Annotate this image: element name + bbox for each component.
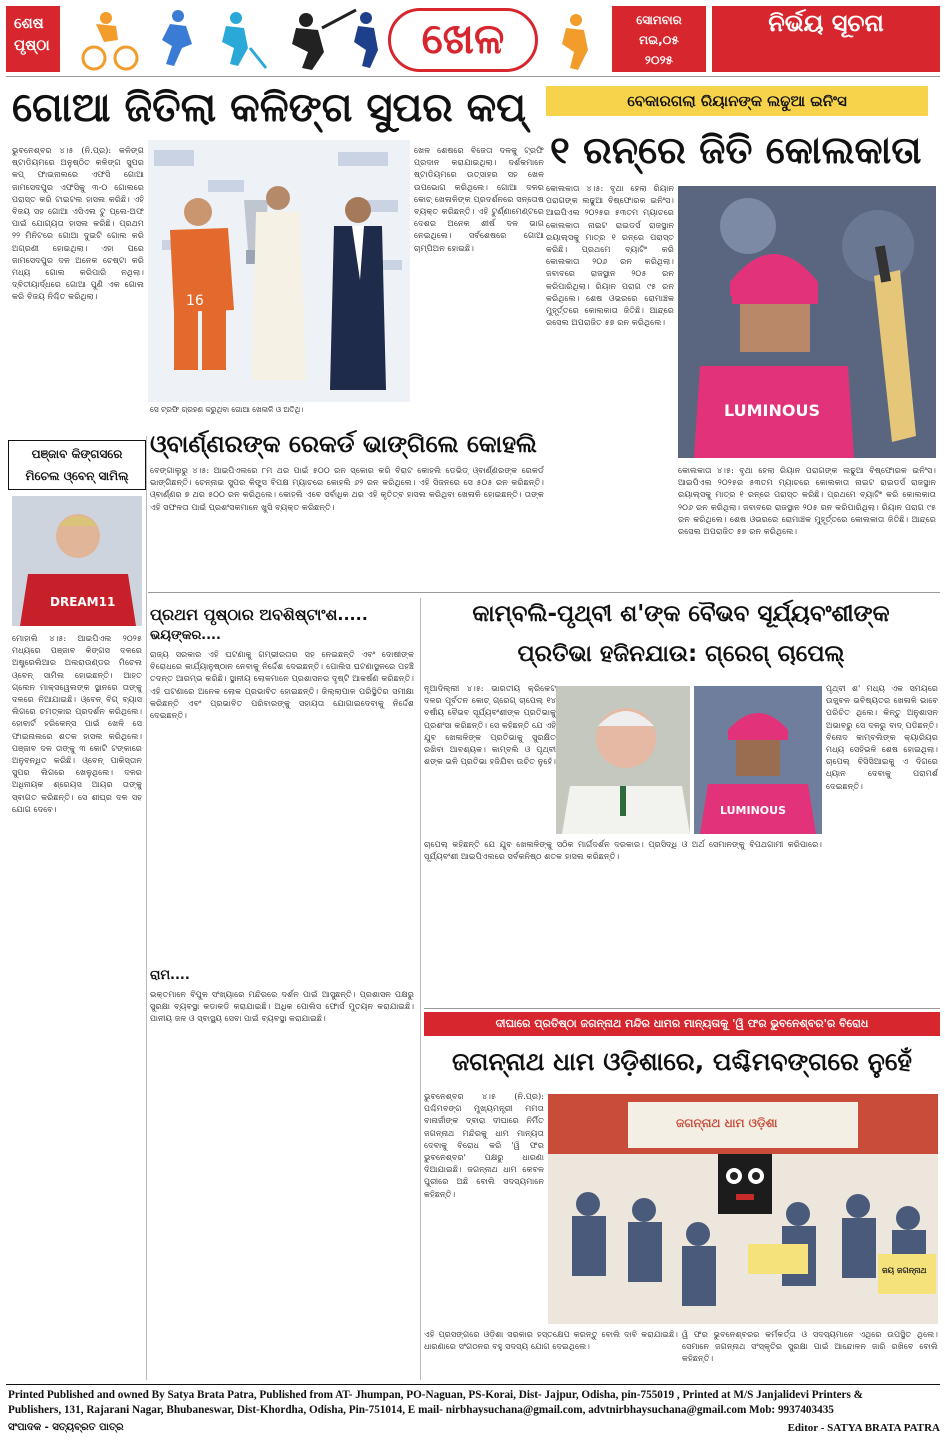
story4-player-photo: [12, 496, 142, 626]
footer-line2: Publishers, 131, Rajarani Nagar, Bhubaneswar, Dist-Khordha, Odisha, Pin-751014, E mail- nirbhaysuchana@gmail.com, advtnirbhaysuchana@gmail.com Mob: 9937403435: [8, 1404, 834, 1416]
story3-headline: ଓ୍ବାର୍ଣ୍ଣରଙ୍କ ରେକର୍ଡ ଭାଙ୍ଗିଲେ କୋହଲି: [150, 430, 537, 458]
story2-body-bottom: [678, 464, 936, 558]
story6-body3: ପୃଥ୍ବୀ ଶ' ମଧ୍ୟ ଏକ ସମୟରେ ଉଜ୍ଜ୍ବଳ ଭବିଷ୍ୟତର ଖେଳାଳି ଭାବେ ପରିଚିତ ଥିଲେ। କିନ୍ତୁ ଅନୁଶାସନ ଅଭାବରୁ ସେ ଦଳରୁ ବାଦ୍ ପଡିଛନ୍ତି। ବିନୋଦ କାମ୍ବଲିଙ୍କ କ୍ୟାରିୟର ମଧ୍ୟ ସେହିଭଳି ଶେଷ ହୋଇଥିଲା। ଚାପେଲ୍ ବିସିସିଆଇକୁ ଏ ଦିଗରେ ଧ୍ୟାନ ଦେବାକୁ ପରାମର୍ଶ ଦେଇଛନ୍ତି।: [826, 683, 938, 791]
story6-body2: ଚାପେଲ୍ କହିଛନ୍ତି ଯେ ଯୁବ ଖେଳାଳିଙ୍କୁ ସଠିକ ମାର୍ଗଦର୍ଶନ ଦରକାର। ପ୍ରସିଦ୍ଧି ଓ ଅର୍ଥ ସେମାନଙ୍କୁ ବିପଥଗାମୀ କରିପାରେ। ସୂର୍ଯ୍ୟବଂଶୀ ଆଇପିଏଲରେ ସର୍ବକନିଷ୍ଠ ଶତକ ହାସଲ କରିଛନ୍ତି।: [424, 839, 822, 862]
story5-headline: ପ୍ରଥମ ପୃଷ୍ଠାର ଅବଶିଷ୍ଟାଂଶ.....: [150, 605, 368, 624]
story7-banner1: ଜଗନ୍ନାଥ ଧାମ ଓଡ଼ିଶା: [676, 1116, 778, 1130]
divider-lower: [424, 1008, 940, 1009]
masthead-year: ୨୦୨୫: [644, 53, 674, 67]
divider-mid: [148, 592, 940, 593]
story1-body-col1: ଭୁବନେଶ୍ବର ୪।୫ (ନି.ପ୍ର): କଳିଙ୍ଗ ଷ୍ଟାଡିୟମରେ ଅନୁଷ୍ଠିତ କଳିଙ୍ଗ ସୁପର କପ୍ ଫାଇନାଲରେ ଏଫସି ଗୋଆ ଜାମସେଦପୁର ଏଫସିକୁ ୩-୦ ଗୋଲରେ ପରାସ୍ତ କରି ଟାଇଟଲ ହାସଲ କରିଛି। ଏହି ବିଜୟ ସହ ଗୋଆ ଏସିଏଲ ଟୁ ପ୍ଲେ-ଅଫ ପାଇଁ ଯୋଗ୍ୟତା ହାସଲ କରିଛି। ପ୍ରଥମ ୨୨ ମିନିଟରେ ଗୋଆ ଦୁଇଟି ଗୋଲ କରି ଅଗ୍ରଣୀ ହୋଇଥିଲା। ଏହା ପରେ ଜାମସେଦପୁର ଦଳ ଅନେକ ଚେଷ୍ଟା କରି ମଧ୍ୟ ଗୋଲ କରିପାରି ନଥିଲା। ଦ୍ବିତୀୟାର୍ଦ୍ଧରେ ଗୋଆ ପୁଣି ଏକ ଗୋଲ କରି ବିଜୟ ନିଶ୍ଚିତ କରିଥିଲା।: [12, 145, 144, 302]
story1-caption: ସେ ଟ୍ରଫି ଗ୍ରହଣ କରୁଥିବା ଗୋଆ ଖେଳାଳି ଓ ଅତିଥି।: [150, 405, 304, 414]
footer-editor-english: Editor - SATYA BRATA PATRA: [787, 1422, 940, 1434]
story1-headline: ଗୋଆ ଜିତିଲା କଳିଙ୍ଗ ସୁପର କପ୍: [12, 85, 527, 131]
story2-kicker: ବେକାରଗଲା ରିୟାନଙ୍କ ଲଢୁଆ ଇନିଂସ: [627, 92, 847, 110]
story7-body1: ଭୁବନେଶ୍ବର ୪।୫ (ନି.ପ୍ର): ପଶ୍ଚିମବଙ୍ଗ ମୁଖ୍ୟମନ୍ତ୍ରୀ ମମତା ବାନାର୍ଜୀଙ୍କ ଦ୍ବାରା ଦୀଘାରେ ନିର୍ମିତ ଜଗନ୍ନାଥ ମନ୍ଦିରକୁ ଧାମ ମାନ୍ୟତା ଦେବାକୁ ବିରୋଧ କରି 'ୱି ଫର ଭୁବନେଶ୍ବର' ପକ୍ଷରୁ ଧାରଣା ଦିଆଯାଇଛି। ଜଗନ୍ନାଥ ଧାମ କେବଳ ପୁରୀରେ ଅଛି ବୋଲି ସଦସ୍ୟମାନେ କହିଛନ୍ତି।: [424, 1091, 544, 1199]
svg-text:16: 16: [186, 293, 204, 309]
footer-rule: [6, 1384, 940, 1385]
story4-headline-box: [8, 440, 146, 490]
story1-body-col3: ଖେଳ ଶେଷରେ ବିଜେତା ଦଳକୁ ଟ୍ରଫି ପ୍ରଦାନ କରାଯାଇଥିଲା। ଦର୍ଶକମାନେ ଷ୍ଟାଡିୟମରେ ଉତ୍ସାହର ସହ ଖେଳ ଉପଭୋଗ କରିଥିଲେ। ଗୋଆ ଦଳର କୋଚ୍ ଖେଳାଳିଙ୍କ ପ୍ରଦର୍ଶନରେ ସନ୍ତୋଷ ବ୍ୟକ୍ତ କରିଛନ୍ତି। ଏହି ଟୁର୍ଣ୍ଣାମେଣ୍ଟରେ ଦେଶର ଅନେକ ଶୀର୍ଷ ଦଳ ଭାଗ ନେଇଥିଲେ। ସର୍ବଶେଷରେ ଗୋଆ ଚାମ୍ପିଅନ ହୋଇଛି।: [414, 145, 544, 253]
svg-text:DREAM11: DREAM11: [50, 595, 116, 609]
masthead-left-line2: ପୃଷ୍ଠା: [14, 36, 50, 54]
footer-line1: Printed Published and owned By Satya Brata Patra, Published from AT- Jhumpan, PO-Naguan, PS-Korai, Dist- Jajpur, Odisha, pin-755019 , Printed at M/S Janjalidevi Printers &: [8, 1389, 863, 1401]
story4-body: ମୋହାଲି ୪।୫: ଆଇପିଏଲ ୨୦୨୫ ମଧ୍ୟରେ ପଞ୍ଜାବ କିଙ୍ଗସ ଦଳରେ ଅଷ୍ଟ୍ରେଲିଆର ଅଲରାଉଣ୍ଡର ମିଚେଲ ଓ୍ବେନ୍ ସାମିଲ ହୋଇଛନ୍ତି। ଆହତ ଗ୍ଲେନ ମାକ୍ସୱେଲଙ୍କ ସ୍ଥାନରେ ତାଙ୍କୁ ଦଳରେ ନିଆଯାଇଛି। ଓ୍ବେନ୍ ବିଗ୍ ବ୍ୟାସ ଲିଗରେ ଚମତ୍କାର ପ୍ରଦର୍ଶନ କରିଥିଲେ। ହୋବାର୍ଟ ହରିକେନ୍ସ ପାଇଁ ଖେଳି ସେ ଫାଇନାଲରେ ଶତକ ହାସଲ କରିଥିଲେ। ପଞ୍ଜାବ ଦଳ ତାଙ୍କୁ ୩ କୋଟି ଟଙ୍କାରେ ଅନୁବନ୍ଧିତ କରିଛି। ଓ୍ବେନ୍ ପାକିସ୍ତାନ ସୁପର ଲିଗରେ ଖେଳୁଥିଲେ। ଦଳର ଅଧିନାୟକ ଶ୍ରେୟସ ଆୟର ତାଙ୍କୁ ସ୍ବାଗତ କରିଛନ୍ତି। ସେ ଶୀଘ୍ର ଦଳ ସହ ଯୋଗ ଦେବେ।: [12, 633, 142, 814]
masthead-title: ଖେଳ: [421, 14, 505, 63]
masthead-paper-box: [712, 6, 940, 72]
story6-headline-line2: ପ୍ରତିଭା ହଜିନଯାଉ: ଗ୍ରେଗ୍ ଚାପେଲ୍: [517, 641, 845, 667]
story7-headline: ଜଗନ୍ନାଥ ଧାମ ଓଡ଼ିଶାରେ, ପଶ୍ଚିମବଙ୍ଗରେ ନୁହେଁ: [451, 1047, 913, 1076]
story7-protest-photo: [548, 1094, 938, 1324]
story6-body1: ନୂଆଦିଲ୍ଲୀ ୪।୫: ଭାରତୀୟ କ୍ରିକେଟ ଦଳର ପୂର୍ବତନ କୋଚ୍ ଗ୍ରେଗ୍ ଚାପେଲ୍ ୧୪ ବର୍ଷୀୟ ବୈଭବ ସୂର୍ଯ୍ୟବଂଶୀଙ୍କ ପ୍ରତିଭାକୁ ପ୍ରଶଂସା କରିଛନ୍ତି। ସେ କହିଛନ୍ତି ଯେ ଏହି ଯୁବ ଖେଳାଳିଙ୍କ ପ୍ରତିଭାକୁ ସୁରକ୍ଷିତ ରଖିବା ଆବଶ୍ୟକ। କାମ୍ବଲି ଓ ପୃଥ୍ବୀ ଶଙ୍କ ଭଳି ପ୍ରତିଭା ହଜିଯିବା ଉଚିତ ନୁହେଁ।: [424, 683, 556, 767]
footer-editor-odia: ସଂପାଦକ - ସତ୍ୟବ୍ରତ ପାତ୍ର: [8, 1422, 124, 1433]
masthead-left-line1: ଶେଷ: [14, 14, 44, 32]
svg-text:LUMINOUS: LUMINOUS: [720, 804, 786, 817]
story6-headline-line1: କାମ୍ବଲି-ପୃଥ୍ବୀ ଶ'ଙ୍କ ବୈଭବ ସୂର୍ଯ୍ୟବଂଶୀଙ୍କ: [472, 601, 890, 627]
story7-body2: ଏହି ପ୍ରସଙ୍ଗରେ ଓଡ଼ିଶା ସରକାର ହସ୍ତକ୍ଷେପ କରନ୍ତୁ ବୋଲି ଦାବି କରାଯାଇଛି। ଧାରଣାରେ ସଂଗଠନର ବହୁ ସଦସ୍ୟ ଯୋଗ ଦେଇଥିଲେ।: [424, 1329, 678, 1352]
story6-sooryavanshi-photo: [694, 686, 822, 834]
divider-col-right: [420, 598, 421, 1380]
story7-kicker: ଦୀଘାରେ ପ୍ରତିଷ୍ଠା ଜଗନ୍ନାଥ ମନ୍ଦିର ଧାମର ମାନ୍ୟତାକୁ 'ୱି ଫର ଭୁବନେଶ୍ବର'ର ବିରୋଧ: [495, 1017, 869, 1030]
divider-top: [6, 76, 940, 77]
story4-headline-line1: ପଞ୍ଜାବ କିଙ୍ଗସରେ: [31, 447, 123, 461]
masthead-day: ସୋମବାର: [636, 13, 682, 27]
story2-body-continued: କୋଲକାତା ୪।୫: ବୃଥା ହେଲା ରିୟାନ ପରାଗଙ୍କ ଲଢୁଆ ବିଷ୍ଫୋରକ ଇନିଂସ। ଆଇପିଏଲ ୨୦୨୫ର ୫୩ତମ ମ୍ୟାଚରେ କୋଲକାତା ନାଇଟ ରାଇଡର୍ସ ରାଜସ୍ଥାନ ରୟାଲ୍ସକୁ ମାତ୍ର ୧ ରନ୍‌ରେ ପରାସ୍ତ କରିଛି। ପ୍ରଥମେ ବ୍ୟାଟିଂ କରି କୋଲକାତା ୨୦୬ ରନ କରିଥିଲା। ଜବାବରେ ରାଜସ୍ଥାନ ୨୦୫ ରନ କରିପାରିଥିଲା। ରିୟାନ ପରାଗ ୯୫ ରନ କରିଥିଲେ। ଶେଷ ଓଭରରେ ରୋମାଞ୍ଚକ ମୁହୂର୍ତ୍ତରେ କୋଲକାତା ଜିତିଛି। ଆନ୍ଦ୍ରେ ରସେଲ ଅପରାଜିତ ୫୭ ରନ କରିଥିଲେ।: [678, 465, 936, 537]
masthead-left-box: [6, 6, 60, 72]
story7-body3: ୱି ଫର ଭୁବନେଶ୍ବରର କର୍ମକର୍ତ୍ତା ଓ ସଦସ୍ୟମାନେ ଏଥିରେ ଉପସ୍ଥିତ ଥିଲେ। ସେମାନେ ଜଗନ୍ନାଥ ସଂସ୍କୃତିର ସୁରକ୍ଷା ପାଇଁ ଆନ୍ଦୋଳନ ଜାରି ରଖିବେ ବୋଲି କହିଛନ୍ତି।: [682, 1329, 938, 1364]
story4-headline-line2: ମିଚେଲ ଓ୍ବେନ୍ ସାମିଲ୍: [25, 469, 129, 483]
story5-subhead: ଭୟଙ୍କର....: [150, 628, 221, 643]
story2-kicker-box: [546, 86, 928, 116]
story6-chappell-photo: [556, 686, 690, 834]
story1-trophy-photo: [148, 140, 410, 402]
story2-player-photo: [678, 186, 936, 458]
story5-body2: ଭକ୍ତମାନେ ବିପୁଳ ସଂଖ୍ୟାରେ ମନ୍ଦିରରେ ଦର୍ଶନ ପାଇଁ ଆସୁଛନ୍ତି। ପ୍ରଶାସନ ପକ୍ଷରୁ ସୁରକ୍ଷା ବ୍ୟବସ୍ଥା କଡାକଡି କରାଯାଇଛି। ଅଧିକ ପୋଲିସ ଫୋର୍ସ ମୁତୟନ କରାଯାଇଛି। ପାନୀୟ ଜଳ ଓ ସ୍ବାସ୍ଥ୍ୟ ସେବା ପାଇଁ ବ୍ୟବସ୍ଥା କରାଯାଇଛି।: [150, 989, 414, 1024]
masthead-paper-name: ନିର୍ଭୟ ସୂଚନା: [768, 9, 884, 37]
story2-body: କୋଲକାତା ୪।୫: ବୃଥା ହେଲା ରିୟାନ ପରାଗଙ୍କ ଲଢୁଆ ବିଷ୍ଫୋରକ ଇନିଂସ। ଆଇପିଏଲ ୨୦୨୫ର ୫୩ତମ ମ୍ୟାଚରେ କୋଲକାତା ନାଇଟ ରାଇଡର୍ସ ରାଜସ୍ଥାନ ରୟାଲ୍ସକୁ ମାତ୍ର ୧ ରନ୍‌ରେ ପରାସ୍ତ କରିଛି। ପ୍ରଥମେ ବ୍ୟାଟିଂ କରି କୋଲକାତା ୨୦୬ ରନ କରିଥିଲା। ଜବାବରେ ରାଜସ୍ଥାନ ୨୦୫ ରନ କରିପାରିଥିଲା। ରିୟାନ ପରାଗ ୯୫ ରନ କରିଥିଲେ। ଶେଷ ଓଭରରେ ରୋମାଞ୍ଚକ ମୁହୂର୍ତ୍ତରେ କୋଲକାତା ଜିତିଛି। ଆନ୍ଦ୍ରେ ରସେଲ ଅପରାଜିତ ୫୭ ରନ କରିଥିଲେ।: [546, 183, 674, 328]
masthead-right-silhouettes: [540, 6, 610, 74]
svg-text:LUMINOUS: LUMINOUS: [724, 401, 820, 420]
divider-col1: [146, 436, 147, 1380]
masthead-title-circle: [388, 8, 538, 72]
story5-subhead2: ରାମ....: [150, 968, 190, 983]
masthead-date: ମଇ,୦୫: [639, 33, 679, 47]
story2-headline: ୧ ରନ୍‌ରେ ଜିତି କୋଲକାତା: [550, 128, 922, 172]
story7-banner2: ଜୟ ଜଗନ୍ନାଥ: [882, 1266, 927, 1275]
story3-body: ବେଙ୍ଗାଲୁରୁ ୪।୫: ଆଇପିଏଲରେ ୮ମ ଥର ପାଇଁ ୫୦୦ ରନ ସ୍କୋର କରି ବିରାଟ କୋହଲି ଡେଭିଡ୍ ଓ୍ବାର୍ଣ୍ଣରଙ୍କ ରେକର୍ଡ ଭାଙ୍ଗିଛନ୍ତି। ଚେନ୍ନାଇ ସୁପର କିଙ୍ଗ୍ସ ବିପକ୍ଷ ମ୍ୟାଚରେ କୋହଲି ୬୨ ରନ କରିଥିଲେ। ଏହି ସିଜନରେ ସେ ୫୦୫ ରନ କରିଛନ୍ତି। ଓ୍ବାର୍ଣ୍ଣର ୭ ଥର ୫୦୦ ରନ କରିଥିଲେ। କୋହଲି ଏବେ ସର୍ବାଧିକ ଥର ଏହି କୃତିତ୍ବ ହାସଲ କରିଥିବା ଖେଳାଳି ହୋଇଛନ୍ତି। ତାଙ୍କ ଏହି ସଫଳତା ପାଇଁ ପ୍ରଶଂସକମାନେ ଖୁସି ବ୍ୟକ୍ତ କରିଛନ୍ତି।: [150, 465, 544, 512]
story7-kicker-box: [424, 1012, 940, 1036]
sports-silhouettes: [66, 4, 386, 74]
story5-body: ରାଜ୍ୟ ସରକାର ଏହି ଘଟଣାକୁ ଗମ୍ଭୀରତାର ସହ ନେଇଛନ୍ତି ଏବଂ ଦୋଷୀଙ୍କ ବିରୋଧରେ କାର୍ଯ୍ୟାନୁଷ୍ଠାନ ନେବାକୁ ନିର୍ଦ୍ଦେଶ ଦେଇଛନ୍ତି। ପୋଲିସ ଘଟଣାସ୍ଥଳରେ ପହଞ୍ଚି ତଦନ୍ତ ଆରମ୍ଭ କରିଛି। ସ୍ଥାନୀୟ ଲୋକମାନେ ପ୍ରଶାସନର ଦୃଷ୍ଟି ଆକର୍ଷଣ କରିଛନ୍ତି। ଏହି ଘଟଣାରେ ଅନେକ ଲୋକ ପ୍ରଭାବିତ ହୋଇଛନ୍ତି। ଜିଲ୍ଲାପାଳ ପରିସ୍ଥିତିର ସମୀକ୍ଷା କରିଛନ୍ତି ଏବଂ ପ୍ରଭାବିତ ପରିବାରଙ୍କୁ ସହାୟତା ଯୋଗାଇଦେବାକୁ ନିର୍ଦ୍ଦେଶ ଦେଇଛନ୍ତି।: [150, 649, 414, 721]
masthead-date-box: [612, 6, 706, 72]
